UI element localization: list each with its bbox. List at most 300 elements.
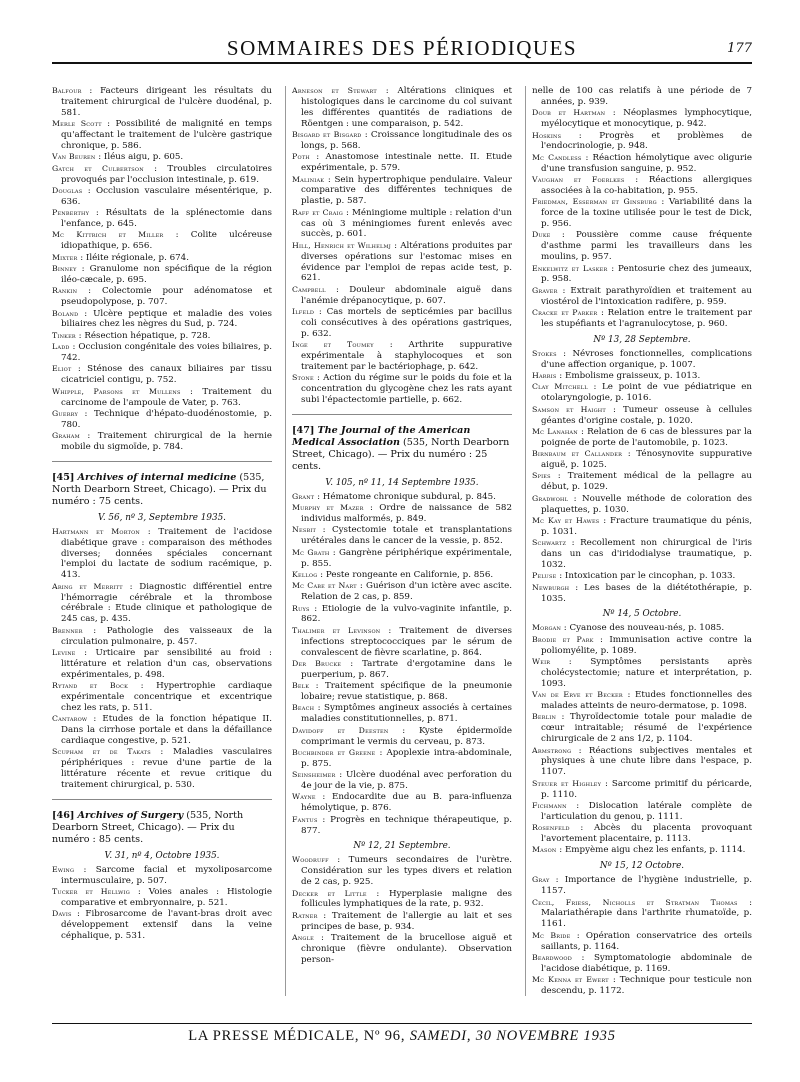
entry-authors: Vaughan et Foerlkes	[532, 175, 625, 184]
entry-title: : Iléus aigu, p. 605.	[95, 152, 184, 163]
entry-authors: Graver	[532, 285, 558, 295]
journal-name: The Journal of the American Medical Association	[292, 424, 471, 448]
entry-title: : Etudes fonctionnelles des malades atteints de neuro-dermatose, p. 1098.	[541, 690, 752, 711]
bibliography-entry	[52, 286, 272, 308]
entry-title: : Tumeur osseuse à cellules géantes d'origine costale, p. 1020.	[541, 404, 752, 426]
entry-authors: Birnbaum et Callander	[532, 449, 623, 459]
entry-authors: Berlin	[532, 712, 557, 722]
page-footer	[52, 1023, 752, 1045]
bibliography-entry	[532, 712, 752, 745]
entry-title: : Fracture traumatique du pénis, p. 1031.	[541, 515, 752, 537]
bibliography-entry	[532, 623, 752, 634]
entry-authors: Murphy et Mazer	[292, 503, 364, 513]
bibliography-entry	[532, 153, 752, 175]
entry-title: : Ordre de naissance de 582 individus malformés, p. 849.	[301, 503, 512, 525]
entry-title: : Thyroïdectomie totale pour maladie de cœur intraitable; résumé de l'expérience chirurgicale de 2 ans 1/2, p. 1104.	[541, 712, 752, 745]
entry-title: : Peste rongeante en Californie, p. 856.	[317, 569, 494, 580]
entry-authors: Mc Kay et Hawes	[532, 515, 600, 525]
entry-authors: Penberthy	[52, 208, 90, 218]
bibliography-entry	[52, 409, 272, 431]
entry-title: : Apoplexie intra-abdominale, p. 875.	[301, 747, 512, 769]
entry-authors: Morgan	[532, 623, 562, 633]
entry-title: : Arthrite suppurative expérimentale à staphylocoques et son traitement par le bactériophage, p. 642.	[301, 340, 512, 372]
journal-heading	[52, 810, 272, 846]
bibliography-entry	[292, 130, 512, 152]
bibliography-entry	[292, 548, 512, 570]
entry-title: : Pathologie des vaisseaux de la circulation pulmonaire, p. 457.	[61, 625, 272, 647]
entry-authors: Kellog	[292, 569, 318, 579]
entry-title: : Empyème aigu chez les enfants, p. 1114.	[556, 845, 746, 856]
entry-authors: Hoskins	[532, 130, 562, 140]
bibliography-entry	[532, 823, 752, 845]
bibliography-entry	[52, 747, 272, 791]
journal-details: (535, North Dearborn Street, Chicago). — Prix du numéro : 75 cents.	[52, 471, 267, 507]
entry-authors: Newburgh	[532, 582, 570, 592]
entry-authors: Brenner	[52, 625, 83, 635]
bibliography-entry	[532, 746, 752, 779]
bibliography-entry	[532, 405, 752, 427]
entry-authors: Poth	[292, 152, 310, 162]
entry-title: : Iléite régionale, p. 674.	[77, 252, 189, 263]
entry-authors: Fichmann	[532, 800, 567, 810]
bibliography-entry	[292, 659, 512, 681]
entry-authors: Gradwohl	[532, 493, 569, 503]
entry-title: : Réactions allergiques associées à la co-habitation, p. 955.	[541, 175, 752, 196]
entry-authors: Grant	[292, 491, 315, 501]
entry-title: : Etiologie de la vulvo-vaginite infantile, p. 862.	[301, 603, 512, 625]
entry-title: : Variabilité dans la force de la toxine utilisée pour le test de Dick, p. 956.	[541, 197, 752, 229]
bibliography-entry	[52, 714, 272, 747]
entry-title: : Hyperplasie maligne des follicules lymphatiques de la rate, p. 932.	[301, 888, 512, 910]
entry-authors: Mc Bride	[532, 930, 571, 940]
entry-title: : Dislocation latérale complète de l'articulation du genou, p. 1111.	[541, 800, 752, 822]
entry-title: : Anastomose intestinale nette. II. Etude expérimentale, p. 579.	[301, 152, 512, 174]
entry-title: : Le point de vue pédiatrique en otolaryngologie, p. 1016.	[541, 382, 752, 404]
entry-title: : Nouvelle méthode de coloration des plaquettes, p. 1030.	[541, 493, 752, 515]
text-columns	[52, 86, 752, 996]
entry-authors: Wayne	[292, 792, 316, 802]
entry-authors: Belk	[292, 681, 310, 691]
entry-authors: Duke	[532, 230, 551, 240]
bibliography-entry	[292, 581, 512, 603]
bibliography-entry	[52, 887, 272, 909]
entry-title: : Extrait parathyroïdien et traitement au viostérol de l'intoxication radifère, p. 959.	[541, 285, 752, 307]
entry-authors: Fantus	[292, 814, 318, 824]
bibliography-entry	[532, 931, 752, 953]
entry-title: : Possibilité de malignité en temps qu'affectant le traitement de l'ulcère gastrique chronique, p. 586.	[61, 119, 272, 151]
entry-authors: Spies	[532, 471, 551, 481]
bibliography-entry	[532, 308, 752, 330]
entry-title: : Fibrosarcome de l'avant-bras droit avec développement extensif dans la veine céphalique, p. 531.	[61, 909, 272, 942]
entry-authors: Tinker	[52, 330, 76, 340]
entry-title: : Immunisation active contre la poliomyélite, p. 1089.	[541, 634, 752, 656]
entry-title: : Les bases de la diététothérapie, p. 1035.	[541, 582, 752, 604]
issue-heading: V. 56, nº 3, Septembre 1935.	[98, 512, 226, 523]
bibliography-entry	[292, 626, 512, 659]
bibliography-entry	[52, 230, 272, 252]
entry-title: : Facteurs dirigeant les résultats du traitement chirurgical de l'ulcère duodénal, p. 581.	[61, 86, 272, 118]
section-divider	[52, 799, 272, 800]
entry-authors: Doub et Hartman	[532, 108, 606, 118]
entry-authors: Gray	[532, 875, 550, 885]
bibliography-entry	[532, 131, 752, 153]
entry-title: : Symptômes persistants après cholécystectomie; nature et interprétation, p. 1093.	[541, 657, 752, 689]
entry-title: : Troubles circulatoires provoqués par l'occlusion intestinale, p. 619.	[61, 163, 272, 185]
bibliography-entry	[532, 571, 752, 582]
issue-heading: Nº 14, 5 Octobre.	[602, 609, 682, 620]
entry-title: : Sarcome primitif du péricarde, p. 1110.	[541, 778, 752, 800]
entry-authors: Mc Kenna et Ewert	[532, 975, 609, 985]
bibliography-entry	[532, 801, 752, 823]
bibliography-entry	[532, 953, 752, 975]
entry-authors: Armstrong	[532, 745, 572, 755]
entry-authors: Balfour	[52, 86, 82, 95]
entry-authors: Hill, Henrich et Wilhelmj	[292, 240, 392, 250]
bibliography-entry	[292, 604, 512, 626]
entry-title: : Importance de l'hygiène industrielle, p. 1157.	[541, 875, 752, 897]
journal-number: [47]	[292, 424, 315, 436]
entry-title: : Traitement de l'allergie au lait et ses principes de base, p. 934.	[301, 910, 512, 932]
issue-heading: Nº 13, 28 Septembre.	[593, 334, 691, 345]
entry-authors: Whipple, Parsons et Mullens	[52, 386, 181, 396]
entry-authors: Cantarow	[52, 714, 88, 724]
page-number: 177	[727, 41, 752, 56]
bibliography-entry	[532, 86, 752, 108]
entry-authors: Campbell	[292, 284, 326, 294]
entry-title: : Traitement de l'acidose diabétique grave : comparaison des méthodes diverses; données spéciales concernant l'emploi du lactate de sodium racémique, p. 413.	[61, 526, 272, 581]
entry-authors: Mc Grath	[292, 547, 330, 557]
entry-authors: Ratner	[292, 910, 318, 920]
entry-title: : Ulcère duodénal avec perforation du 4e jour de la vie, p. 875.	[301, 770, 512, 792]
entry-title: : Traitement de la brucellose aiguë et chronique (fièvre ondulante). Observation person-	[301, 933, 512, 965]
bibliography-entry	[52, 364, 272, 386]
entry-title: : Traitement médical de la pellagre au début, p. 1029.	[541, 471, 752, 493]
section-divider	[52, 461, 272, 462]
entry-authors: Steuer et Highley	[532, 778, 602, 788]
bibliography-entry	[292, 307, 512, 340]
entry-title: : Altérations cliniques et histologiques dans le carcinome du col suivant les différentes quantités de radiations de Röentgen : une comparaison, p. 542.	[301, 86, 512, 129]
entry-title: : Cas mortels de septicémies par bacillus coli consécutives à des opérations gastriques, p. 632.	[301, 307, 512, 339]
entry-authors: Der Brucke	[292, 658, 342, 668]
bibliography-entry	[532, 197, 752, 230]
bibliography-entry	[52, 264, 272, 286]
entry-title: : Sarcome facial et myxoliposarcome intermusculaire, p. 507.	[61, 864, 272, 886]
entry-authors: Mixter	[52, 252, 78, 262]
entry-authors: Weir	[532, 657, 551, 666]
bibliography-entry	[532, 264, 752, 286]
entry-authors: Nesbit	[292, 525, 317, 535]
entry-authors: Bisgard et Bisgard	[292, 130, 362, 139]
bibliography-entry	[532, 175, 752, 197]
entry-authors: Merle Scott	[52, 119, 102, 129]
bibliography-entry	[532, 875, 752, 897]
entry-title: : Pentosurie chez des jumeaux, p. 958.	[541, 263, 752, 285]
bibliography-entry	[532, 471, 752, 493]
entry-authors: Levine	[52, 647, 76, 657]
bibliography-entry	[532, 975, 752, 996]
entry-authors: Rankin	[52, 286, 78, 296]
entry-title: : Relation entre le traitement par les stupéfiants et l'agranulocytose, p. 960.	[541, 308, 752, 329]
entry-authors: Hartmann et Morton	[52, 526, 140, 536]
entry-authors: Samson et Haight	[532, 404, 606, 414]
entry-title: : Hypertrophie cardiaque expérimentale concentrique et excentrique chez les rats, p. 511.	[61, 681, 272, 713]
footer-date: SAMEDI, 30 NOVEMBRE 1935	[409, 1028, 616, 1044]
entry-authors: Mc Lanahan	[532, 426, 578, 436]
entry-authors: Graham	[52, 431, 80, 441]
bibliography-entry	[292, 855, 512, 888]
footer-publication: LA PRESSE MÉDICALE, Nº 96,	[188, 1028, 406, 1044]
bibliography-entry	[292, 770, 512, 792]
entry-title: : Action du régime sur le poids du foie et la concentration du glycogène chez les rats ayant subi l'épactectomie partielle, p. 662.	[301, 373, 512, 405]
entry-title: : Méningiome multiple : relation d'un cas où 3 méningiomes furent enlevés avec succès, p. 601.	[301, 207, 512, 240]
entry-authors: Seinsheimer	[292, 770, 336, 780]
entry-authors: Rosenfeld	[532, 823, 570, 833]
bibliography-entry	[52, 387, 272, 409]
entry-title: : Relation de 6 cas de blessures par la poignée de porte de l'automobile, p. 1023.	[541, 426, 752, 448]
bibliography-entry	[52, 342, 272, 364]
entry-authors: Arneson et Stewart	[292, 86, 377, 95]
bibliography-entry	[532, 494, 752, 516]
entry-authors: Inge et Toumey	[292, 340, 374, 350]
entry-title: : Réactions subjectives mentales et physiques à une chute libre dans l'espace, p. 1107.	[541, 745, 752, 778]
entry-authors: Ruys	[292, 603, 310, 613]
bibliography-entry	[52, 186, 272, 208]
entry-title: : Symptomatologie abdominale de l'acidose diabétique, p. 1169.	[541, 952, 752, 974]
entry-title: : Malariathérapie dans l'arthrite rhumatoïde, p. 1161.	[541, 897, 752, 930]
entry-title: : Gangrène périphérique expérimentale, p. 855.	[301, 547, 512, 569]
entry-authors: Cracke et Parker	[532, 308, 598, 317]
entry-authors: Mason	[532, 845, 557, 855]
entry-title: : Abcès du placenta provoquant l'avortement placentaire, p. 1113.	[541, 823, 752, 844]
journal-number: [45]	[52, 471, 75, 483]
entry-authors: Clay Mitchell	[532, 382, 588, 392]
bibliography-entry	[292, 86, 512, 130]
bibliography-entry	[52, 253, 272, 264]
entry-authors: Mc Candless	[532, 152, 582, 162]
entry-authors: Tucker et Hellwig	[52, 887, 130, 897]
bibliography-entry	[532, 690, 752, 712]
bibliography-entry	[292, 911, 512, 933]
entry-authors: Peluse	[532, 571, 557, 581]
entry-authors: Brodie et Park	[532, 634, 594, 644]
entry-authors: Scupham et de Takats	[52, 747, 151, 757]
entry-title: : Névroses fonctionnelles, complications d'une affection organique, p. 1007.	[541, 348, 752, 370]
entry-title: : Altérations produites par diverses opérations sur l'estomac mises en évidence par l'emploi de repas acide test, p. 621.	[301, 240, 512, 284]
entry-title: : Traitement chirurgical de la hernie mobile du sigmoïde, p. 784.	[61, 431, 272, 452]
entry-authors: Ewing	[52, 864, 75, 874]
journal-name: Archives of internal medicine	[77, 471, 237, 483]
entry-authors: Eliot	[52, 364, 72, 374]
entry-title: : Cystectomie totale et transplantations urétérales dans le cancer de la vessie, p. 852.	[301, 525, 512, 547]
entry-title: : Réaction hémolytique avec oligurie d'une transfusion sanguine, p. 952.	[541, 152, 752, 174]
bibliography-entry	[532, 657, 752, 690]
section-divider	[292, 414, 512, 415]
bibliography-entry	[292, 492, 512, 503]
bibliography-entry	[52, 865, 272, 887]
entry-title: : Urticaire par sensibilité au froid : littérature et relation d'un cas, observations expérimentales, p. 498.	[61, 647, 272, 680]
bibliography-entry	[532, 349, 752, 371]
entry-authors: Beach	[292, 703, 315, 713]
entry-title: nelle de 100 cas relatifs à une période de 7 années, p. 939.	[532, 86, 752, 107]
entry-authors: Davidoff et Deesten	[292, 725, 389, 735]
entry-authors: Van Beuren	[52, 152, 96, 162]
entry-title: : Sténose des canaux biliaires par tissu cicatriciel contigu, p. 752.	[61, 364, 272, 386]
entry-title: : Symptômes angineux associés à certaines maladies constitutionnelles, p. 871.	[301, 703, 512, 725]
bibliography-entry	[292, 703, 512, 725]
entry-title: : Cyanose des nouveau-nés, p. 1085.	[561, 623, 725, 634]
entry-authors: Maliniak	[292, 174, 325, 184]
entry-title: : Colectomie pour adénomatose et pseudopolypose, p. 707.	[61, 286, 272, 308]
entry-authors: Stone	[292, 373, 314, 383]
bibliography-entry	[532, 845, 752, 856]
issue-heading: V. 31, nº 4, Octobre 1935.	[104, 850, 220, 861]
entry-authors: Davis	[52, 909, 72, 919]
entry-title: : Occlusion congénitale des voies biliaires, p. 742.	[61, 342, 272, 363]
bibliography-entry	[532, 371, 752, 382]
entry-authors: Guerry	[52, 408, 78, 418]
entry-title: : Hématome chronique subdural, p. 845.	[314, 491, 496, 502]
entry-title: : Colite ulcéreuse idiopathique, p. 656.	[61, 230, 272, 252]
entry-title: : Endocardite due au B. para-influenza hémolytique, p. 876.	[301, 792, 512, 814]
entry-title: : Ulcère peptique et maladie des voies biliaires chez les nègres du Sud, p. 724.	[61, 308, 272, 330]
entry-authors: Friedman, Esserman et Ginsburg	[532, 197, 657, 207]
bibliography-entry	[52, 164, 272, 186]
entry-title: : Diagnostic différentiel entre l'hémorragie cérébrale et la thrombose cérébrale : Etude clinique et pathologique de 245 cas, p. 435.	[61, 581, 272, 625]
entry-title: : Traitement de diverses infections streptococciques par le sérum de convalescent de fièvre scarlatine, p. 864.	[301, 625, 512, 658]
bibliography-entry	[292, 525, 512, 547]
entry-title: : Occlusion vasculaire mésentérique, p. 636.	[61, 185, 272, 207]
entry-authors: Beardwood	[532, 952, 572, 962]
entry-title: : Guérison d'un ictère avec ascite. Relation de 2 cas, p. 859.	[301, 581, 512, 603]
bibliography-entry	[292, 570, 512, 581]
bibliography-entry	[292, 503, 512, 525]
entry-title: : Tumeurs secondaires de l'urètre. Considération sur les types divers et relation de 2 cas, p. 925.	[301, 855, 512, 888]
journal-name: Archives of Surgery	[77, 809, 184, 821]
entry-title: : Progrès et problèmes de l'endocrinologie, p. 948.	[541, 130, 752, 152]
bibliography-entry	[532, 230, 752, 263]
bibliography-entry	[292, 285, 512, 307]
entry-authors: Ilfeld	[292, 307, 315, 316]
entry-title: : Ténosynovite suppurative aiguë, p. 1025.	[541, 449, 752, 470]
bibliography-entry	[52, 582, 272, 626]
entry-authors: Woodruff	[292, 855, 329, 865]
entry-authors: Raff et Craig	[292, 207, 343, 217]
entry-title: : Traitement spécifique de la pneumonie lobaire; revue statistique, p. 868.	[301, 681, 512, 703]
bibliography-entry	[292, 175, 512, 208]
entry-authors: Binney	[52, 264, 77, 273]
entry-title: : Tartrate d'ergotamine dans le puerperium, p. 867.	[301, 658, 512, 680]
bibliography-entry	[532, 382, 752, 404]
entry-authors: Ladd	[52, 342, 70, 352]
entry-authors: Aring et Merritt	[52, 581, 123, 591]
entry-authors: Decker et Little	[292, 888, 367, 898]
column-1	[52, 86, 272, 996]
bibliography-entry	[292, 241, 512, 285]
entry-title: : Intoxication par le cincophan, p. 1033.	[556, 571, 736, 582]
journal-heading	[292, 425, 512, 473]
entry-title: : Poussière comme cause fréquente d'asthme parmi les travailleurs dans les moulins, p. 957.	[541, 230, 752, 263]
bibliography-entry	[52, 909, 272, 942]
bibliography-entry	[532, 286, 752, 308]
bibliography-entry	[292, 373, 512, 406]
page-header	[52, 36, 752, 64]
issue-heading: V. 105, nº 11, 14 Septembre 1935.	[325, 477, 479, 488]
entry-title: : Néoplasmes lymphocytique, myélocytique et monocytique, p. 942.	[541, 108, 752, 130]
bibliography-entry	[292, 889, 512, 911]
bibliography-entry	[292, 340, 512, 373]
entry-authors: Angle	[292, 933, 314, 943]
journal-heading	[52, 472, 272, 508]
column-2	[285, 86, 512, 996]
entry-authors: Douglas	[52, 185, 83, 195]
bibliography-entry	[52, 527, 272, 581]
bibliography-entry	[532, 583, 752, 605]
entry-title: : Progrès en technique thérapeutique, p. 877.	[301, 814, 512, 836]
bibliography-entry	[532, 635, 752, 657]
bibliography-entry	[292, 726, 512, 748]
bibliography-entry	[52, 86, 272, 119]
bibliography-entry	[292, 933, 512, 966]
bibliography-entry	[52, 152, 272, 163]
entry-authors: Rytand et Bock	[52, 681, 129, 691]
bibliography-entry	[292, 152, 512, 174]
entry-title: : Croissance longitudinale des os longs, p. 568.	[301, 130, 512, 151]
bibliography-entry	[52, 331, 272, 342]
page-title: SOMMAIRES DES PÉRIODIQUES	[226, 36, 578, 60]
entry-authors: Cecil, Friess, Nicholls et Stratman Thomas	[532, 897, 738, 907]
issue-heading: Nº 12, 21 Septembre.	[353, 841, 451, 852]
journal-details: (535, North Dearborn Street, Chicago). — Prix du numéro : 85 cents.	[52, 809, 244, 845]
entry-title: : Maladies vasculaires périphériques : revue d'une partie de la littérature récente et revue critique du traitement chirurgical, p. 530.	[61, 747, 272, 790]
bibliography-entry	[52, 681, 272, 714]
bibliography-entry	[52, 431, 272, 453]
bibliography-entry	[52, 626, 272, 648]
bibliography-entry	[532, 108, 752, 130]
entry-title: : Résection hépatique, p. 728.	[75, 330, 211, 341]
bibliography-entry	[532, 779, 752, 801]
entry-authors: Schwartz	[532, 538, 567, 548]
bibliography-entry	[292, 792, 512, 814]
bibliography-entry	[532, 449, 752, 471]
entry-title: : Technique d'hépato-duodénostomie, p. 780.	[61, 408, 272, 430]
entry-authors: Buchbinder et Greene	[292, 747, 376, 757]
entry-title: : Résultats de la splénectomie dans l'enfance, p. 645.	[61, 208, 272, 229]
entry-authors: Stokes	[532, 348, 557, 358]
entry-title: : Douleur abdominale aiguë dans l'anémie drépanocytique, p. 607.	[301, 284, 512, 306]
entry-title: : Kyste épidermoïde comprimant le vermis du cerveau, p. 873.	[301, 725, 512, 747]
entry-title: : Opération conservatrice des orteils saillants, p. 1164.	[541, 930, 752, 952]
entry-authors: Van de Erve et Becker	[532, 690, 623, 700]
bibliography-entry	[532, 538, 752, 571]
bibliography-entry	[292, 748, 512, 770]
entry-authors: Mc Kittrich et Miller	[52, 230, 164, 240]
entry-title: : Granulome non spécifique de la région iléo-cæcale, p. 695.	[61, 264, 272, 285]
issue-heading: Nº 15, 12 Octobre.	[599, 861, 685, 872]
journal-number: [46]	[52, 809, 75, 821]
entry-authors: Boland	[52, 308, 79, 318]
entry-title: : Embolisme graisseux, p. 1013.	[556, 371, 701, 381]
bibliography-entry	[52, 648, 272, 681]
entry-authors: Gatch et Culbertson	[52, 163, 144, 173]
entry-title: : Etudes de la fonction hépatique II. Dans la cirrhose portale et dans la défaillance cardiaque congestive, p. 521.	[61, 714, 272, 746]
bibliography-entry	[532, 427, 752, 449]
bibliography-entry	[292, 815, 512, 837]
entry-authors: Mc Cabe et Nart	[292, 581, 357, 591]
entry-title: : Traitement du carcinome de l'ampoule de Vater, p. 763.	[61, 386, 272, 408]
entry-title: : Technique pour testicule non descendu, p. 1172.	[541, 975, 752, 996]
bibliography-entry	[52, 119, 272, 152]
bibliography-entry	[52, 309, 272, 331]
